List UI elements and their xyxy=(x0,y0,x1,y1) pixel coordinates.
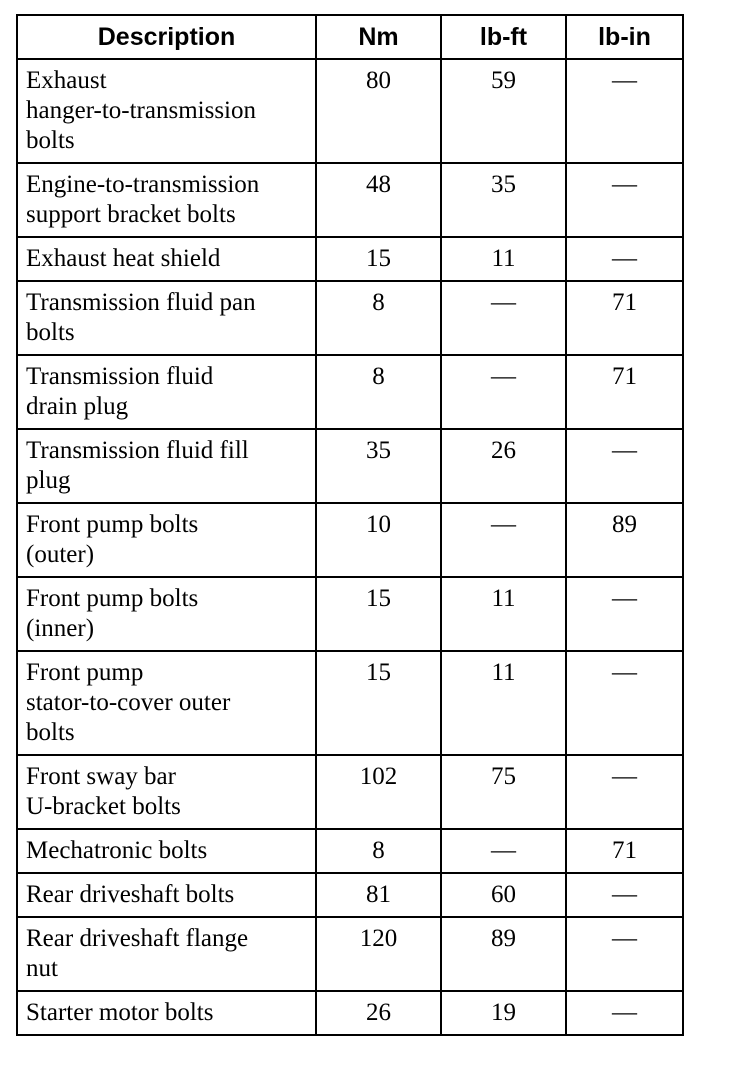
cell-lb-ft: 60 xyxy=(441,873,566,917)
cell-lb-in: — xyxy=(566,163,683,237)
cell-nm: 8 xyxy=(316,281,441,355)
cell-lb-in: 71 xyxy=(566,355,683,429)
table-row xyxy=(17,281,683,355)
cell-lb-ft: — xyxy=(441,503,566,577)
cell-description: Front pump stator-to-cover outer bolts xyxy=(17,651,316,755)
cell-description: Mechatronic bolts xyxy=(17,829,316,873)
cell-description: Exhaust hanger-to-transmission bolts xyxy=(17,59,316,163)
cell-lb-in: — xyxy=(566,917,683,991)
cell-lb-ft: 19 xyxy=(441,991,566,1035)
cell-description: Transmission fluid fill plug xyxy=(17,429,316,503)
cell-nm: 15 xyxy=(316,237,441,281)
cell-nm: 35 xyxy=(316,429,441,503)
header-description: Description xyxy=(17,15,316,59)
cell-nm: 80 xyxy=(316,59,441,163)
cell-nm: 26 xyxy=(316,991,441,1035)
cell-description: Rear driveshaft flange nut xyxy=(17,917,316,991)
cell-lb-ft: 75 xyxy=(441,755,566,829)
cell-lb-ft: 11 xyxy=(441,577,566,651)
table-row xyxy=(17,755,683,829)
cell-lb-in: — xyxy=(566,651,683,755)
cell-description: Starter motor bolts xyxy=(17,991,316,1035)
cell-nm: 81 xyxy=(316,873,441,917)
cell-lb-ft: 59 xyxy=(441,59,566,163)
cell-description: Front pump bolts (outer) xyxy=(17,503,316,577)
cell-description: Engine-to-transmission support bracket bolts xyxy=(17,163,316,237)
table-header-row xyxy=(17,15,683,59)
table-row xyxy=(17,503,683,577)
table-row xyxy=(17,651,683,755)
torque-specifications-table xyxy=(16,14,684,1036)
cell-lb-ft: 11 xyxy=(441,237,566,281)
header-lb-ft: lb-ft xyxy=(441,15,566,59)
cell-lb-ft: 26 xyxy=(441,429,566,503)
cell-nm: 10 xyxy=(316,503,441,577)
table-row xyxy=(17,163,683,237)
table-row xyxy=(17,429,683,503)
table-row xyxy=(17,237,683,281)
cell-lb-ft: 89 xyxy=(441,917,566,991)
cell-lb-in: — xyxy=(566,991,683,1035)
table-row xyxy=(17,829,683,873)
cell-lb-in: — xyxy=(566,59,683,163)
header-lb-in: lb-in xyxy=(566,15,683,59)
table-row xyxy=(17,873,683,917)
cell-description: Transmission fluid pan bolts xyxy=(17,281,316,355)
cell-lb-ft: 11 xyxy=(441,651,566,755)
cell-lb-ft: — xyxy=(441,281,566,355)
cell-nm: 15 xyxy=(316,651,441,755)
cell-lb-in: — xyxy=(566,237,683,281)
cell-lb-in: 71 xyxy=(566,281,683,355)
cell-lb-in: 71 xyxy=(566,829,683,873)
cell-description: Transmission fluid drain plug xyxy=(17,355,316,429)
cell-lb-ft: — xyxy=(441,829,566,873)
table-row xyxy=(17,917,683,991)
cell-lb-in: — xyxy=(566,755,683,829)
table-row xyxy=(17,991,683,1035)
cell-description: Exhaust heat shield xyxy=(17,237,316,281)
cell-lb-ft: — xyxy=(441,355,566,429)
cell-nm: 8 xyxy=(316,829,441,873)
cell-lb-in: 89 xyxy=(566,503,683,577)
table-row xyxy=(17,577,683,651)
table-row xyxy=(17,59,683,163)
header-nm: Nm xyxy=(316,15,441,59)
cell-description: Rear driveshaft bolts xyxy=(17,873,316,917)
cell-nm: 48 xyxy=(316,163,441,237)
cell-description: Front sway bar U-bracket bolts xyxy=(17,755,316,829)
cell-lb-ft: 35 xyxy=(441,163,566,237)
cell-nm: 15 xyxy=(316,577,441,651)
cell-lb-in: — xyxy=(566,873,683,917)
cell-lb-in: — xyxy=(566,429,683,503)
cell-nm: 102 xyxy=(316,755,441,829)
cell-description: Front pump bolts (inner) xyxy=(17,577,316,651)
cell-nm: 8 xyxy=(316,355,441,429)
cell-nm: 120 xyxy=(316,917,441,991)
cell-lb-in: — xyxy=(566,577,683,651)
table-row xyxy=(17,355,683,429)
